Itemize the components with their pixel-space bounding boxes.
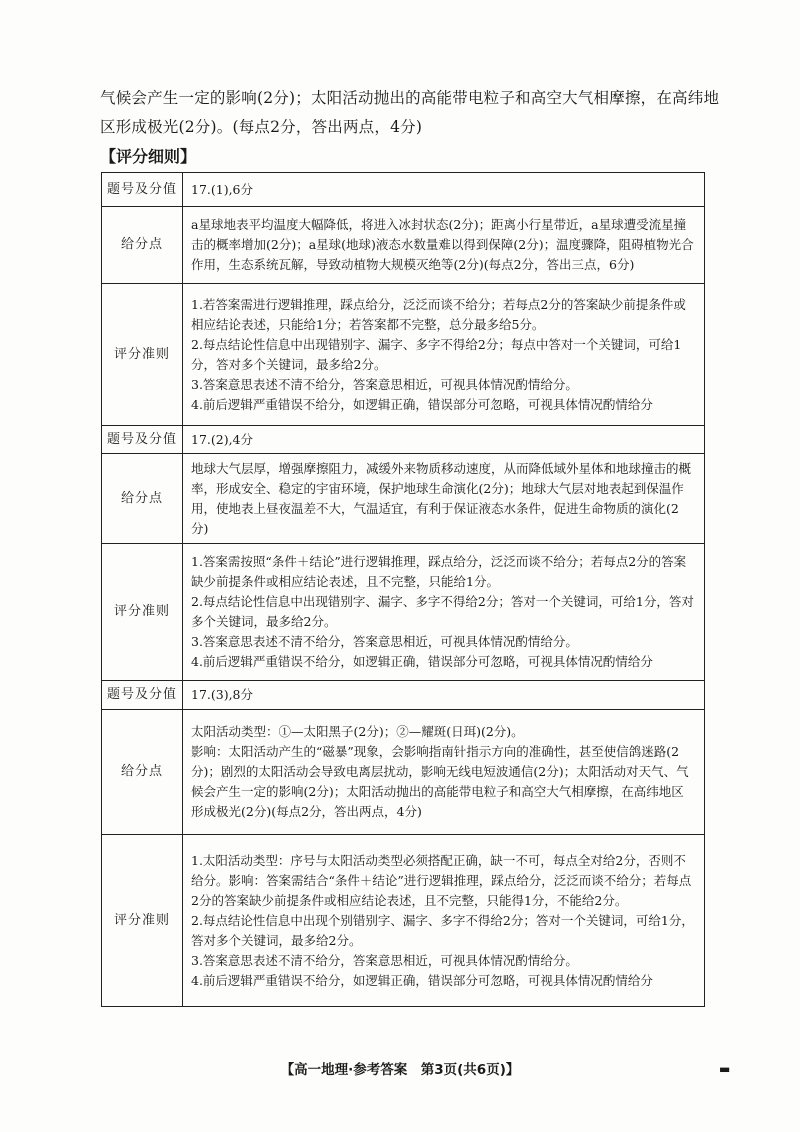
points-row bbox=[102, 207, 705, 284]
question-value: 17.(2),4分 bbox=[183, 426, 705, 454]
points-row bbox=[102, 710, 705, 835]
criteria-paragraph: 3.答案意思表述不清不给分，答案意思相近，可视具体情况酌情给分。 bbox=[191, 952, 578, 968]
criteria-paragraph: 1.若答案需进行逻辑推理，踩点给分，泛泛而谈不给分；若每点2分的答案缺少前提条件或相应结论表述，只能给1分；若答案都不完整，总分最多给5分。 bbox=[191, 296, 686, 332]
points-content bbox=[183, 207, 705, 284]
points-content bbox=[183, 710, 705, 835]
criteria-row bbox=[102, 284, 705, 426]
criteria-paragraph: 3.答案意思表述不清不给分，答案意思相近，可视具体情况酌情给分。 bbox=[191, 376, 578, 392]
points-paragraph: 太阳活动类型：①—太阳黑子(2分)；②—耀斑(日珥)(2分)。 bbox=[191, 724, 524, 739]
criteria-paragraph: 3.答案意思表述不清不给分，答案意思相近，可视具体情况酌情给分。 bbox=[191, 634, 578, 649]
criteria-paragraph: 2.每点结论性信息中出现错别字、漏字、多字不得给2分；答对一个关键词，可给1分，答对多个关键词，最多给2分。 bbox=[191, 594, 694, 629]
points-paragraph: 地球大气层厚，增强摩擦阻力，减缓外来物质移动速度，从而降低域外星体和地球撞击的概率，形成安全、稳定的宇宙环境，保护地球生命演化(2分)；地球大气层对地表起到保温作用，使地表上昼夜温差不大，气温适宜，有利于保证液态水条件，促进生命物质的演化(2分) bbox=[191, 460, 692, 536]
criteria-paragraph: 2.每点结论性信息中出现错别字、漏字、多字不得给2分；每点中答对一个关键词，可给1分，答对多个关键词，最多给2分。 bbox=[191, 336, 682, 372]
question-row bbox=[102, 681, 705, 710]
question-label: 题号及分值 bbox=[102, 173, 183, 207]
criteria-row bbox=[102, 544, 705, 681]
criteria-content bbox=[183, 284, 705, 426]
question-row bbox=[102, 426, 705, 454]
criteria-row bbox=[102, 835, 705, 1007]
points-label: 给分点 bbox=[102, 454, 183, 544]
points-content bbox=[183, 454, 705, 544]
intro-paragraph: 气候会产生一定的影响(2分)；太阳活动抛出的高能带电粒子和高空大气相摩擦，在高纬地区形成极光(2分)。(每点2分，答出两点，4分) bbox=[100, 89, 720, 136]
criteria-label: 评分准则 bbox=[102, 284, 183, 426]
points-row bbox=[102, 454, 705, 544]
criteria-paragraph: 4.前后逻辑严重错误不给分，如逻辑正确，错误部分可忽略，可视具体情况酌情给分 bbox=[191, 654, 653, 669]
points-paragraph: 影响：太阳活动产生的“磁暴”现象，会影响指南针指示方向的准确性，甚至使信鸽迷路(2分)；剧烈的太阳活动会导致电离层扰动，影响无线电短波通信(2分)；太阳活动对天气、气候会产生一定的影响(2分)；太阳活动抛出的高能带电粒子和高空大气相摩擦，在高纬地区形成极光(2分)(每点2分，答出两点，4分) bbox=[191, 744, 689, 819]
question-row bbox=[102, 173, 705, 207]
grading-table bbox=[101, 172, 705, 1007]
criteria-label: 评分准则 bbox=[102, 835, 183, 1007]
points-label: 给分点 bbox=[102, 207, 183, 284]
criteria-paragraph: 1.答案需按照“条件＋结论”进行逻辑推理，踩点给分，泛泛而谈不给分；若每点2分的答案缺少前提条件或相应结论表述，且不完整，只能给1分。 bbox=[191, 554, 687, 589]
question-value: 17.(3),8分 bbox=[183, 681, 705, 710]
section-title: 【评分细则】 bbox=[100, 147, 197, 166]
question-label: 题号及分值 bbox=[102, 681, 183, 710]
criteria-paragraph: 1.太阳活动类型：序号与太阳活动类型必须搭配正确，缺一不可，每点全对给2分，否则不给分。影响：答案需结合“条件＋结论”进行逻辑推理，踩点给分，泛泛而谈不给分；若每点2分的答案缺少前提条件或相应结论表述，且不完整，只能得1分，不能给2分。 bbox=[191, 852, 692, 908]
criteria-paragraph: 4.前后逻辑严重错误不给分，如逻辑正确，错误部分可忽略，可视具体情况酌情给分 bbox=[191, 396, 653, 412]
page-footer: 【高一地理·参考答案 第3页(共6页)】 bbox=[280, 1062, 520, 1078]
points-paragraph: a星球地表平均温度大幅降低，将进入冰封状态(2分)；距离小行星带近，a星球遭受流星撞击的概率增加(2分)；a星球(地球)液态水数量难以得到保障(2分)；温度骤降，阻碍植物光合作用，生态系统瓦解，导致动植物大规模灭绝等(2分)(每点2分，答出三点，6分) bbox=[191, 217, 694, 272]
corner-mark: ▬ bbox=[719, 1062, 731, 1076]
criteria-content bbox=[183, 835, 705, 1007]
criteria-paragraph: 2.每点结论性信息中出现个别错别字、漏字、多字不得给2分；答对一个关键词，可给1分，答对多个关键词，最多给2分。 bbox=[191, 912, 694, 948]
criteria-paragraph: 4.前后逻辑严重错误不给分，如逻辑正确，错误部分可忽略，可视具体情况酌情给分 bbox=[191, 972, 653, 988]
criteria-content bbox=[183, 544, 705, 681]
question-value: 17.(1),6分 bbox=[183, 173, 705, 207]
points-label: 给分点 bbox=[102, 710, 183, 835]
question-label: 题号及分值 bbox=[102, 426, 183, 454]
criteria-label: 评分准则 bbox=[102, 544, 183, 681]
